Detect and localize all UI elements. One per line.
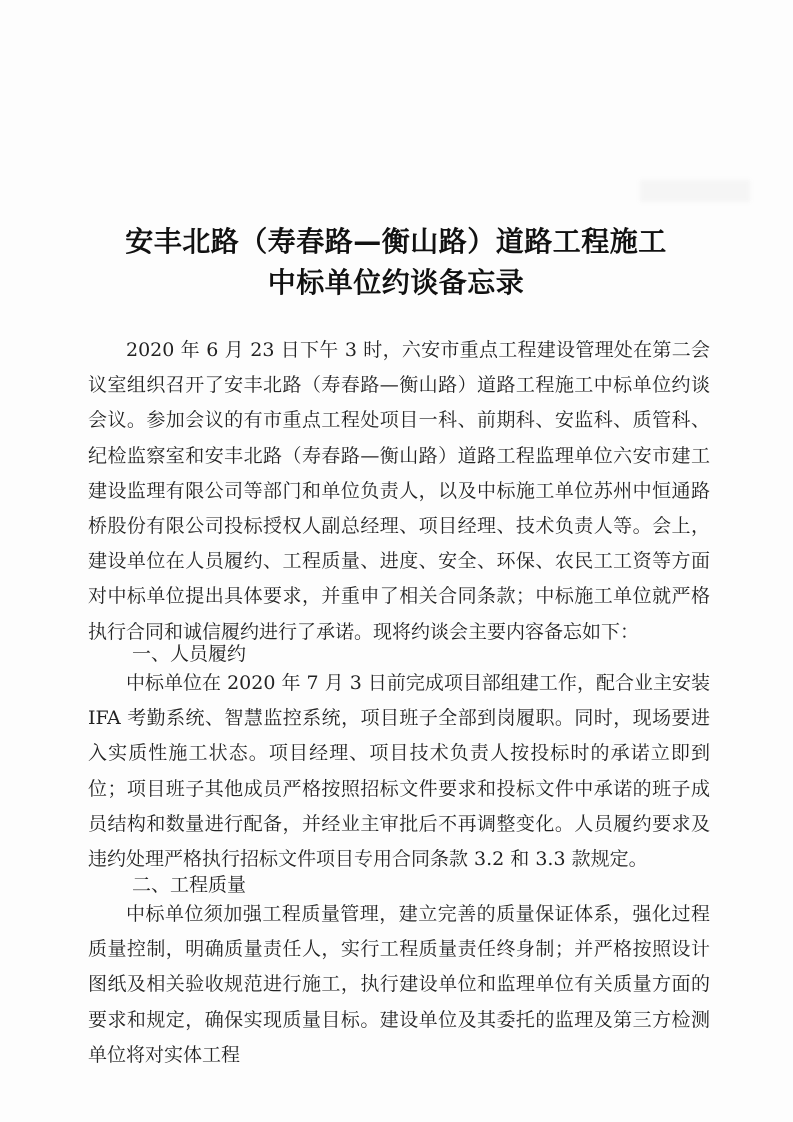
intro-paragraph: 2020 年 6 月 23 日下午 3 时，六安市重点工程建设管理处在第二会议室组织召开了安丰北路（寿春路—衡山路）道路工程施工中标单位约谈会议。参加会议的有市重点工程处项目一科、前期科、安监科、质管科、纪检监察室和安丰北路（寿春路—衡山路）道路工程监理单位六安市建工建设监理有限公司等部门和单位负责人，以及中标施工单位苏州中恒通路桥股份有限公司投标授权人副总经理、项目经理、技术负责人等。会上，建设单位在人员履约、工程质量、进度、安全、环保、农民工工资等方面对中标单位提出具体要求，并重申了相关合同条款；中标施工单位就严格执行合同和诚信履约进行了承诺。现将约谈会主要内容备忘如下： [88,339,710,643]
document-title-line2: 中标单位约谈备忘录 [267,266,525,299]
section-text-personnel: 中标单位在 2020 年 7 月 3 日前完成项目部组建工作，配合业主安装 IFA 考勤系统、智慧监控系统，项目班子全部到岗履职。同时，现场要进入实质性施工状态。项目经理、项目技术负责人按投标时的承诺立即到位；项目班子其他成员严格按照招标文件要求和投标文件中承诺的班子成员结构和数量进行配备，并经业主审批后不再调整变化。人员履约要求及违约处理严格执行招标文件项目专用合同条款 3.2 和 3.3 款规定。 [88,672,710,871]
scan-bleed-through [640,180,750,202]
section-heading-quality: 二、工程质量 [132,874,247,896]
section-heading-personnel: 一、人员履约 [132,643,247,665]
section-text-quality: 中标单位须加强工程质量管理，建立完善的质量保证体系，强化过程质量控制，明确质量责任人，实行工程质量责任终身制；并严格按照设计图纸及相关验收规范进行施工，执行建设单位和监理单位有关质量方面的要求和规定，确保实现质量目标。建设单位及其委托的监理及第三方检测单位将对实体工程 [88,903,710,1066]
document-title-line1: 安丰北路（寿春路—衡山路）道路工程施工 [125,225,667,258]
